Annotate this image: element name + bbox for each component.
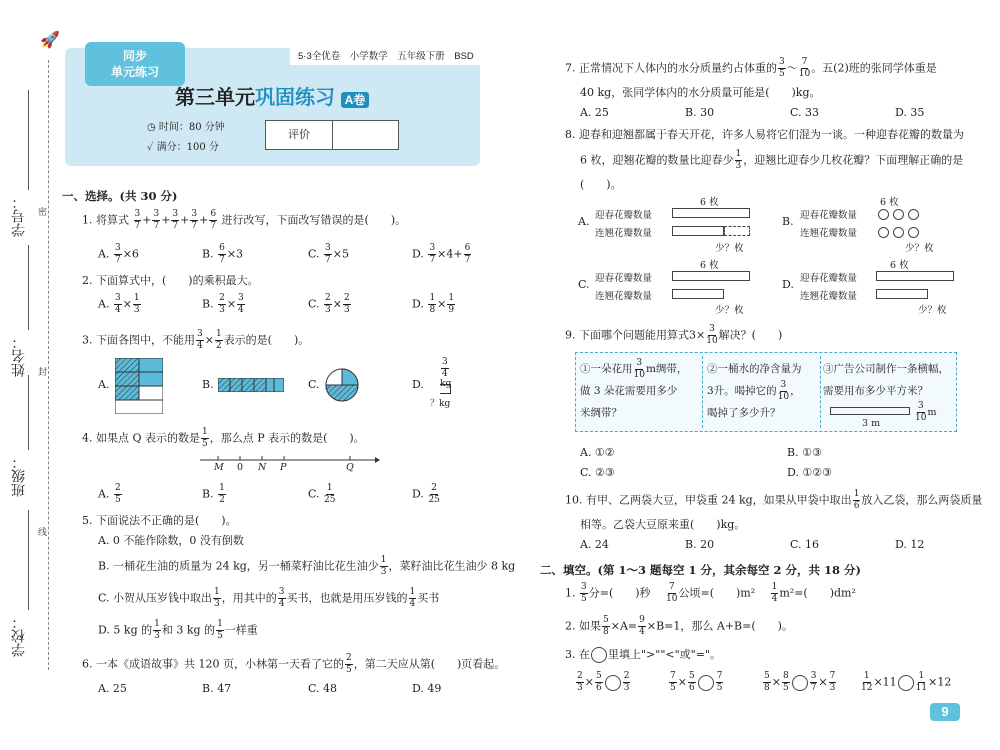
q8-option-c[interactable]: C.: [578, 278, 590, 291]
axis-label-m: M: [214, 462, 224, 473]
section-choice: 一、选择。(共 30 分): [62, 189, 178, 203]
q9-option-d[interactable]: D. ①②③: [787, 466, 833, 479]
q9-divider1: [702, 356, 703, 428]
fill-q1[interactable]: 1. $\frac{3}{5}$ 分=( )秒 $\frac{7}{10}$ 公顷=( )m² $\frac{1}{4}$ m²=( )dm²: [565, 582, 856, 604]
q8c-bar2: [672, 289, 724, 299]
q8-line2: 6 枚，迎翘花瓣的数量比迎春少 $\frac{1}{3}$ ，迎翘比迎春少几枚花瓣？下面理解正确的是: [580, 149, 964, 171]
compare-item-1[interactable]: $\frac{2}{3}$ × $\frac{5}{6}$ $\frac{2}{3}$: [577, 671, 630, 693]
check-icon: ✓: [147, 142, 157, 153]
q8-line3: ( )。: [580, 178, 622, 191]
q8a-less: 少？枚: [715, 243, 744, 254]
q9-banner-width: 3 m: [862, 418, 881, 429]
q8b-circles-row2: [876, 225, 921, 238]
q8c-less: 少？枚: [715, 305, 744, 316]
q2: 2. 下面算式中，( )的乘积最大。: [82, 274, 259, 287]
axis-label-q: Q: [346, 462, 354, 473]
q3-figure-a: [115, 358, 163, 414]
compare-item-4[interactable]: $\frac{1}{12}$ ×11 $\frac{1}{11}$ ×12: [861, 671, 952, 693]
name-field[interactable]: [28, 245, 29, 330]
axis-label-n: N: [258, 462, 267, 473]
q8a-row1-label: 迎春花瓣数量: [595, 210, 653, 221]
rating-label: 评价: [266, 121, 333, 149]
q9-banner-rect: [830, 407, 910, 415]
q3-figure-b: [218, 378, 284, 392]
q2-option-a[interactable]: A. $\frac{3}{4}$ × $\frac{1}{3}$: [98, 293, 140, 315]
q8c-bar1: [672, 271, 750, 281]
q8b-row1-label: 迎春花瓣数量: [800, 210, 858, 221]
unit-header: [65, 48, 480, 166]
q5-option-c[interactable]: C. 小贺从压岁钱中取出 $\frac{1}{3}$ ，用其中的 $\frac{3}{4}$ 买书，也就是用压岁钱的 $\frac{1}{4}$ 买书: [98, 587, 440, 609]
q10: 10. 有甲、乙两袋大豆，甲袋重 24 kg，如果从甲袋中取出 $\frac{1}{6}$ 放入乙袋，那么两袋质量: [565, 489, 983, 511]
fill-q3: 3. 在 里填上">""<"或"="。: [565, 648, 722, 661]
q5-option-d[interactable]: D. 5 kg 的 $\frac{1}{3}$ 和 3 kg 的 $\frac{1}{5}$ 一样重: [98, 619, 258, 641]
q8c-six: 6 枚: [700, 260, 719, 271]
level-tag: A卷: [341, 92, 370, 108]
seal-rail: [48, 60, 49, 670]
clock-icon: ◷: [147, 122, 159, 133]
q3: 3. 下面各图中，不能用 $\frac{3}{4}$ × $\frac{1}{2}$ 表示的是( )。: [82, 329, 310, 351]
q1-option-c[interactable]: C. $\frac{3}{7}$ ×5: [308, 243, 349, 265]
q9-option-c[interactable]: C. ②③: [580, 466, 615, 479]
q7: 7. 正常情况下人体内的水分质量约占体重的 $\frac{3}{5}$ ～ $\frac{7}{10}$ 。五(2)班的张同学体重是: [565, 57, 937, 79]
q8b-six: 6 枚: [880, 197, 899, 208]
q2-option-b[interactable]: B. $\frac{2}{3}$ × $\frac{3}{4}$: [202, 293, 244, 315]
rating-box[interactable]: [265, 120, 399, 150]
class-label: 班级：: [10, 455, 26, 497]
q3-option-a[interactable]: A.: [98, 378, 110, 391]
school-field[interactable]: [28, 510, 29, 610]
q8b-circles-row1: [876, 207, 921, 220]
page-number: 9: [930, 703, 960, 721]
q2-option-d[interactable]: D. $\frac{1}{8}$ × $\frac{1}{9}$: [412, 293, 455, 315]
q6-option-c[interactable]: C. 48: [308, 682, 338, 695]
q3-figure-c: [325, 368, 359, 402]
q8b-less: 少？枚: [905, 243, 934, 254]
q8d-row2-label: 连翘花瓣数量: [800, 291, 858, 302]
school-label: 学校：: [10, 615, 26, 657]
q8a-row2-label: 连翘花瓣数量: [595, 228, 653, 239]
q9-divider2: [820, 356, 821, 428]
q2-option-c[interactable]: C. $\frac{2}{3}$ × $\frac{2}{3}$: [308, 293, 350, 315]
rail-word-mi: 密: [38, 208, 48, 218]
q4-option-b[interactable]: B. $\frac{1}{2}$: [202, 483, 225, 505]
rail-word-xian: 线: [38, 528, 48, 538]
q5: 5. 下面说法不正确的是( )。: [82, 514, 237, 527]
q8c-row2-label: 连翘花瓣数量: [595, 291, 653, 302]
q3-option-d[interactable]: D.: [412, 378, 424, 391]
q9-case2: ②一桶水的净含量为 3升。喝掉它的 $\frac{3}{10}$ ， 喝掉了多少升？: [707, 363, 802, 419]
name-label: 姓名：: [10, 335, 26, 377]
q8d-bar1: [876, 271, 954, 281]
q9-case1: ①一朵花用 $\frac{3}{10}$ m绸带， 做 3 朵花需要用多少 米绸带？: [580, 357, 688, 419]
page-title: 第三单元巩固练习 A卷: [175, 81, 369, 110]
q9-option-b[interactable]: B. ①③: [787, 446, 822, 459]
q4: 4. 如果点 Q 表示的数是 $\frac{1}{5}$ ，那么点 P 表示的数是( )。: [82, 427, 365, 449]
q8a-bar2: [672, 226, 724, 236]
q8: 8. 迎春和迎翘都属于春天开花，许多人易将它们混为一谈。一种迎春花瓣的数量为: [565, 128, 964, 141]
q4-option-c[interactable]: C. $\frac{1}{25}$: [308, 483, 336, 505]
q6-option-a[interactable]: A. 25: [98, 682, 127, 695]
q1: 1. 将算式 $\frac{3}{7}$ + $\frac{3}{7}$ + $\frac{3}{7}$ + $\frac{3}{7}$ + $\frac{6}{7}$ 进行改写，下面改写错误的是( )。: [82, 209, 407, 231]
section-fill: 二、填空。(第 1～3 题每空 1 分，其余每空 2 分，共 18 分): [540, 563, 861, 577]
q8a-six: 6 枚: [700, 197, 719, 208]
axis-label-0: 0: [237, 462, 244, 473]
q8a-bar1: [672, 208, 750, 218]
student-no-field[interactable]: [28, 90, 29, 190]
q1-option-d[interactable]: D. $\frac{3}{7}$ ×4+ $\frac{6}{7}$: [412, 243, 471, 265]
q9-case3: ③广告公司制作一条横幅， 需要用布多少平方米？: [823, 363, 949, 397]
q6: 6. 一本《成语故事》共 120 页，小林第一天看了它的 $\frac{2}{5}$ ，第二天应从第( )页看起。: [82, 653, 506, 675]
q8-option-b[interactable]: B.: [782, 215, 794, 228]
q4-option-a[interactable]: A. $\frac{2}{5}$: [98, 483, 121, 505]
rocket-icon: 🚀: [40, 30, 60, 49]
badge: 同步 单元练习: [85, 42, 185, 86]
q7-option-c[interactable]: C. 33: [790, 106, 820, 119]
q9: 9. 下面哪个问题能用算式3× $\frac{3}{10}$ 解决？( ): [565, 324, 783, 346]
q8d-row1-label: 迎春花瓣数量: [800, 273, 858, 284]
q6-option-b[interactable]: B. 47: [202, 682, 232, 695]
q8a-bar2-dash: [724, 226, 750, 236]
q10-line2: 相等。乙袋大豆原来重( )kg。: [580, 518, 746, 531]
series-bar: 5·3全优卷 小学数学 五年级下册 BSD: [290, 48, 480, 65]
compare-item-2[interactable]: $\frac{7}{5}$ × $\frac{5}{6}$ $\frac{7}{5}$: [670, 671, 723, 693]
q10-option-b[interactable]: B. 20: [685, 538, 715, 551]
class-field[interactable]: [28, 375, 29, 450]
q8c-row1-label: 迎春花瓣数量: [595, 273, 653, 284]
fill-q2[interactable]: 2. 如果 $\frac{5}{8}$ ×A= $\frac{9}{4}$ ×B=1，那么 A+B=( )。: [565, 615, 793, 637]
q3-option-b[interactable]: B.: [202, 378, 214, 391]
time-info: ◷ 时间：80 分钟: [147, 122, 225, 133]
rail-word-feng: 封: [38, 368, 48, 378]
q1-option-a[interactable]: A. $\frac{3}{7}$ ×6: [98, 243, 139, 265]
q7-option-a[interactable]: A. 25: [580, 106, 609, 119]
q10-option-d[interactable]: D. 12: [895, 538, 925, 551]
score-info: ✓ 满分：100 分: [147, 142, 219, 153]
axis-label-p: P: [280, 462, 287, 473]
compare-circle-icon: [591, 647, 607, 663]
q10-option-c[interactable]: C. 16: [790, 538, 820, 551]
q8b-row2-label: 连翘花瓣数量: [800, 228, 858, 239]
q7-option-d[interactable]: D. 35: [895, 106, 925, 119]
q3-option-c[interactable]: C.: [308, 378, 320, 391]
q5-option-b[interactable]: B. 一桶花生油的质量为 24 kg，另一桶菜籽油比花生油少 $\frac{1}{3}$ ，菜籽油比花生油少 8 kg: [98, 555, 516, 577]
q9-option-a[interactable]: A. ①②: [580, 446, 615, 459]
q4-option-d[interactable]: D. $\frac{2}{25}$: [412, 483, 440, 505]
q9-banner-height: $\frac{3}{10}$ m: [915, 401, 937, 423]
q8-option-a[interactable]: A.: [578, 215, 590, 228]
q8d-bar2: [876, 289, 928, 299]
q10-option-a[interactable]: A. 24: [580, 538, 609, 551]
student-no-label: 学号：: [10, 195, 26, 237]
q8d-less: 少？枚: [918, 305, 947, 316]
q7-option-b[interactable]: B. 30: [685, 106, 715, 119]
q6-option-d[interactable]: D. 49: [412, 682, 442, 695]
q5-option-a[interactable]: A. 0 不能作除数，0 没有倒数: [98, 534, 244, 547]
q1-option-b[interactable]: B. $\frac{6}{7}$ ×3: [202, 243, 244, 265]
compare-item-3[interactable]: $\frac{5}{8}$ × $\frac{8}{5}$ $\frac{3}{7}$ × $\frac{7}{3}$: [764, 671, 836, 693]
q8d-six: 6 枚: [890, 260, 909, 271]
q7-line2: 40 kg，张同学体内的水分质量可能是( )kg。: [580, 86, 821, 99]
q8-option-d[interactable]: D.: [782, 278, 794, 291]
